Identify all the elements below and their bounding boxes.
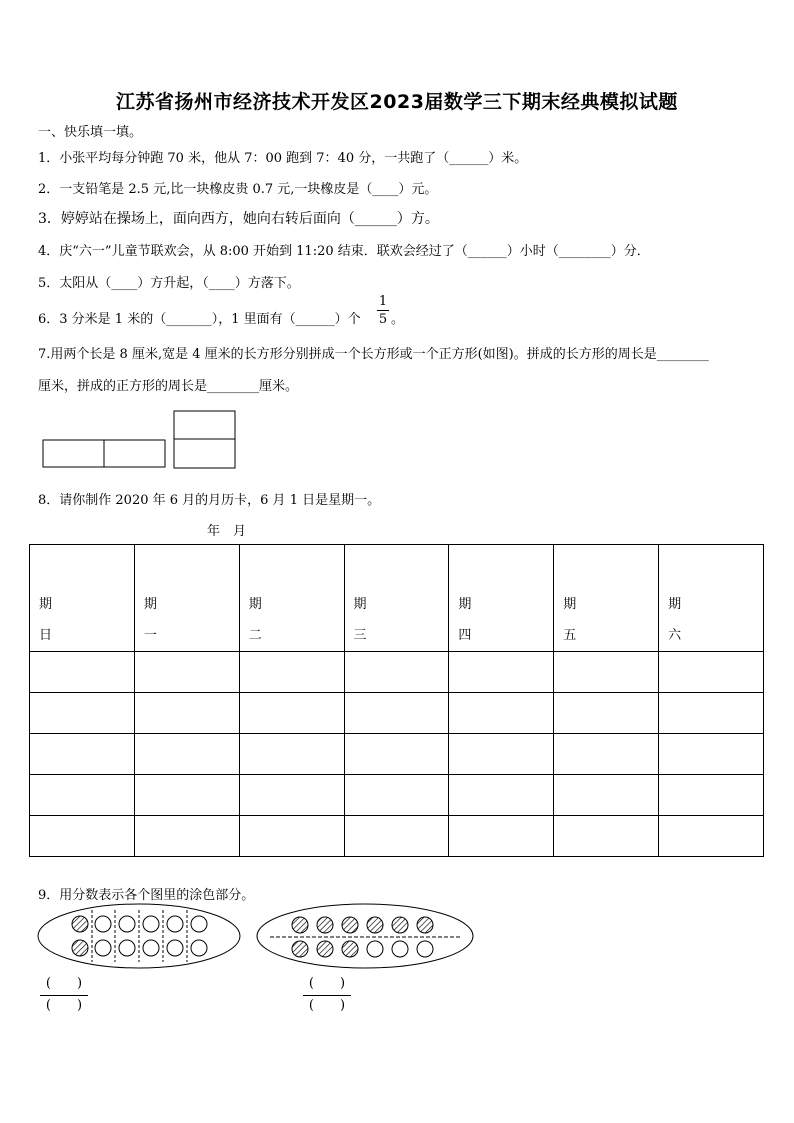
question-7-line2: 厘米，拼成的正方形的周长是________厘米。 [38, 379, 299, 394]
question-2: 2．一支铅笔是 2.5 元,比一块橡皮贵 0.7 元,一块橡皮是（____）元。 [38, 182, 438, 197]
calendar-day-cell[interactable] [30, 734, 135, 775]
square-figure [174, 411, 235, 468]
answer-fraction-2 [303, 977, 351, 1013]
header-char-top: 期 [353, 597, 367, 612]
calendar-day-cell[interactable] [659, 652, 764, 693]
header-char-bottom: 三 [353, 628, 367, 643]
calendar-caption: 年 月 [207, 524, 247, 539]
calendar-day-cell[interactable] [239, 816, 344, 857]
calendar-day-cell[interactable] [134, 734, 239, 775]
header-char-top: 期 [563, 597, 577, 612]
calendar-day-cell[interactable] [344, 652, 449, 693]
fraction-bar [40, 995, 88, 996]
page-title: 江苏省扬州市经济技术开发区2023届数学三下期末经典模拟试题 [116, 91, 678, 113]
calendar-header-cell [659, 545, 764, 652]
question-9: 9．用分数表示各个图里的涂色部分。 [38, 888, 255, 903]
calendar-week-row [30, 816, 764, 857]
header-char-bottom: 五 [563, 628, 577, 643]
calendar-day-cell[interactable] [659, 734, 764, 775]
answer-denominator-blank[interactable]: ( ) [45, 998, 83, 1013]
calendar-day-cell[interactable] [344, 734, 449, 775]
calendar-day-cell[interactable] [659, 775, 764, 816]
calendar-day-cell[interactable] [30, 775, 135, 816]
calendar-day-cell[interactable] [134, 775, 239, 816]
calendar-header-cell [344, 545, 449, 652]
calendar-day-cell[interactable] [449, 775, 554, 816]
section-heading: 一、快乐填一填。 [38, 125, 143, 140]
calendar-day-cell[interactable] [554, 775, 659, 816]
rectangle-figure [43, 440, 165, 467]
calendar-day-cell[interactable] [659, 816, 764, 857]
calendar-week-row [30, 652, 764, 693]
calendar-week-row [30, 775, 764, 816]
calendar-day-cell[interactable] [30, 652, 135, 693]
calendar-header-cell [134, 545, 239, 652]
calendar-day-cell[interactable] [554, 693, 659, 734]
header-char-bottom: 四 [458, 628, 472, 643]
question-6-end: 。 [391, 312, 405, 327]
calendar-day-cell[interactable] [449, 693, 554, 734]
question-1: 1．小张平均每分钟跑 70 米，他从 7：00 跑到 7：40 分，一共跑了（______）米。 [38, 151, 528, 166]
calendar-header-row [30, 545, 764, 652]
calendar-table [29, 544, 764, 857]
header-char-bottom: 日 [39, 628, 53, 643]
calendar-day-cell[interactable] [554, 652, 659, 693]
calendar-day-cell[interactable] [449, 652, 554, 693]
header-char-bottom: 一 [143, 628, 157, 643]
calendar-day-cell[interactable] [30, 816, 135, 857]
question-4: 4．庆“六一”儿童节联欢会，从 8:00 开始到 11:20 结束．联欢会经过了（______）小时（________）分． [38, 244, 650, 259]
calendar-day-cell[interactable] [659, 693, 764, 734]
header-char-bottom: 六 [668, 628, 682, 643]
calendar-header-cell [554, 545, 659, 652]
header-char-top: 期 [668, 597, 682, 612]
calendar-day-cell[interactable] [554, 816, 659, 857]
question-3: 3．婷婷站在操场上，面向西方，她向右转后面向（______）方。 [38, 211, 439, 227]
calendar-day-cell[interactable] [239, 775, 344, 816]
question-8: 8．请你制作 2020 年 6 月的月历卡，6 月 1 日是星期一。 [38, 493, 381, 508]
calendar-day-cell[interactable] [134, 693, 239, 734]
calendar-week-row [30, 734, 764, 775]
calendar-day-cell[interactable] [449, 816, 554, 857]
question-5: 5．太阳从（____）方升起，（____）方落下。 [38, 276, 300, 291]
header-char-top: 期 [458, 597, 472, 612]
oval-figure-2 [257, 904, 473, 968]
calendar-header-cell [239, 545, 344, 652]
header-char-top: 期 [248, 597, 262, 612]
calendar-day-cell[interactable] [239, 734, 344, 775]
header-char-top: 期 [39, 597, 53, 612]
fraction-numerator: 1 [378, 294, 388, 309]
answer-numerator-blank[interactable]: ( ) [308, 976, 346, 991]
question-6-text: 6．3 分米是 1 米的（_______），1 里面有（______）个 [38, 312, 361, 327]
question-7-line1: 7.用两个长是 8 厘米,宽是 4 厘米的长方形分别拼成一个长方形或一个正方形(如图)。拼成的长方形的周长是________ [38, 347, 709, 362]
calendar-day-cell[interactable] [239, 693, 344, 734]
calendar-header-cell [449, 545, 554, 652]
calendar-day-cell[interactable] [449, 734, 554, 775]
answer-fraction-1 [40, 977, 88, 1013]
calendar-day-cell[interactable] [344, 816, 449, 857]
calendar-day-cell[interactable] [134, 816, 239, 857]
oval-figure-1 [38, 904, 240, 968]
calendar-day-cell[interactable] [344, 775, 449, 816]
calendar-week-row [30, 693, 764, 734]
calendar-day-cell[interactable] [344, 693, 449, 734]
calendar-day-cell[interactable] [30, 693, 135, 734]
calendar-day-cell[interactable] [239, 652, 344, 693]
answer-denominator-blank[interactable]: ( ) [308, 998, 346, 1013]
answer-numerator-blank[interactable]: ( ) [45, 976, 83, 991]
header-char-top: 期 [143, 597, 157, 612]
calendar-day-cell[interactable] [134, 652, 239, 693]
fraction-denominator: 5 [378, 312, 388, 327]
header-char-bottom: 二 [248, 628, 262, 643]
calendar-day-cell[interactable] [554, 734, 659, 775]
calendar-header-cell [30, 545, 135, 652]
fraction-bar [303, 995, 351, 996]
